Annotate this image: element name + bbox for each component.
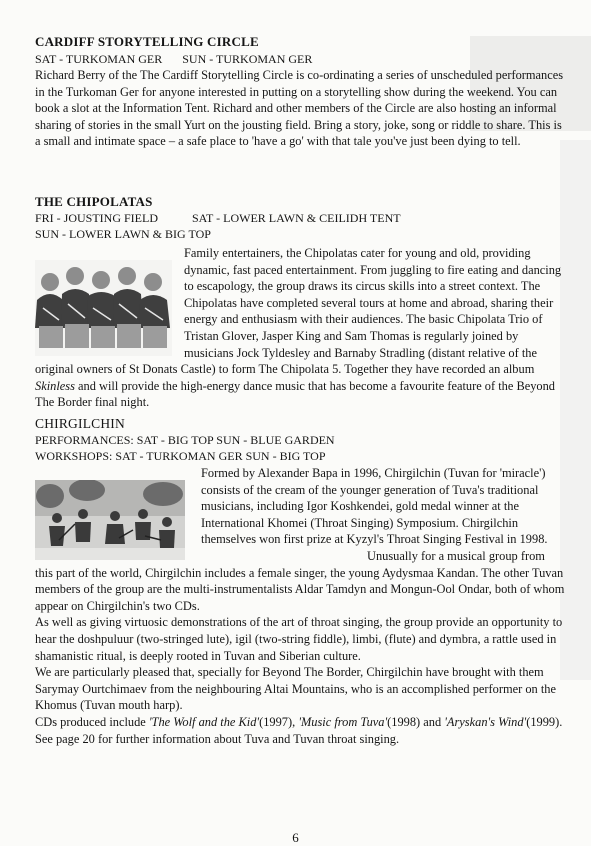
section-title: CARDIFF STORYTELLING CIRCLE xyxy=(35,34,259,49)
schedule-item: SUN - TURKOMAN GER xyxy=(182,52,313,66)
section-paragraph: Formed by Alexander Bapa in 1996, Chirgilchin (Tuvan for 'miracle') consists of the cream of the younger generation of Tuva's traditional musicians, including Igor Koshkendei, gold medal winner at the International Khomei (Throat Singing) Symposium. Chirgilchin themselves won first prize at Kyzyl's Throat Singing Festival in 1998. xyxy=(201,466,548,547)
schedule-item: FRI - JOUSTING FIELD xyxy=(35,211,158,225)
section-paragraph: As well as giving virtuosic demonstrations of the art of throat singing, the group provide an opportunity to hear the doshpuluur (two-stringed lute), igil (two-string fiddle), limbi, (flute) and dymbra, a rattle used in shamanistic ritual, is deeply rooted in Tuvan and Siberian culture. xyxy=(35,615,563,663)
section-chirgilchin xyxy=(35,416,565,747)
section-body xyxy=(35,465,565,747)
see-also-line: See page 20 for further information about Tuva and Tuvan throat singing. xyxy=(35,731,400,746)
section-body xyxy=(35,245,565,411)
section-chipolatas xyxy=(35,194,565,411)
album-title: Skinless xyxy=(35,378,75,393)
section-paragraph: Richard Berry of the The Cardiff Storytelling Circle is co-ordinating a series of unscheduled performances in the Turkoman Ger for anyone interested in putting on a storytelling show during the weekend. You can book a slot at the Information Tent. Richard and other members of the Circle are also hosting an informal sharing of stories in the small Yurt on the jousting field. Bring a story, joke, song or riddle to share. This is a small and intimate space – a safe place to 'have a go' with that tale you've just been dying to tell. xyxy=(35,68,564,149)
section-paragraph: Family entertainers, the Chipolatas cater for young and old, providing dynamic, fast paced entertainment. From juggling to fire eating and dancing to escapology, the group draws its circus skills into a street context. The Chipolatas have completed several tours at home and abroad, sharing their energy and enthusiasm with their audiences. The basic Chipolata Trio of Tristan Glover, Jasper King and Sam Thomas is regularly joined by musicians Jock Tyldesley and Barnaby Stradling (distant relative of the original owners of St Donats Castle) to form The Chipolata 5. Together they have recorded an album Skinless and will provide the high-energy dance music that has become a favourite feature of the Beyond The Border final night. xyxy=(35,246,562,410)
chirgilchin-photo xyxy=(35,480,185,560)
schedule-line xyxy=(35,226,565,242)
section-paragraph: Unusually for a musical group from this part of the world, Chirgilchin includes a female singer, the young Aydysmaa Kandan. The other Tuvan members of the group are the multi-instrumentalists Aldar Tamdyn and Mongun-Ool Ondar, both of whom appear on Chirgilchin's two CDs. xyxy=(35,548,565,613)
cd-title: 'Aryskan's Wind' xyxy=(444,714,527,729)
section-title: THE CHIPOLATAS xyxy=(35,194,153,209)
section-title: CHIRGILCHIN xyxy=(35,416,125,431)
schedule-line xyxy=(35,210,565,226)
schedule-item: SUN - LOWER LAWN & BIG TOP xyxy=(35,227,211,241)
schedule-line xyxy=(35,51,565,67)
cd-title: 'Music from Tuva' xyxy=(298,714,388,729)
schedule-line: WORKSHOPS: SAT - TURKOMAN GER SUN - BIG TOP xyxy=(35,449,326,463)
section-paragraph: We are particularly pleased that, specially for Beyond The Border, Chirgilchin have brought with them Sarymay Ourtchimaev from the neighbouring Altai Mountains, who is an accomplished performer on the Khomus (Tuvan mouth harp). xyxy=(35,665,556,713)
section-cardiff-storytelling xyxy=(35,34,565,150)
cds-line: CDs produced include 'The Wolf and the Kid'(1997), 'Music from Tuva'(1998) and 'Aryskan's Wind'(1999). xyxy=(35,714,563,729)
schedule-line: PERFORMANCES: SAT - BIG TOP SUN - BLUE GARDEN xyxy=(35,433,335,447)
schedule-item: SAT - TURKOMAN GER xyxy=(35,52,163,66)
schedule-item: SAT - LOWER LAWN & CEILIDH TENT xyxy=(192,211,401,225)
cd-title: 'The Wolf and the Kid' xyxy=(148,714,260,729)
chipolatas-photo xyxy=(35,260,172,356)
page-number: 6 xyxy=(292,830,299,845)
